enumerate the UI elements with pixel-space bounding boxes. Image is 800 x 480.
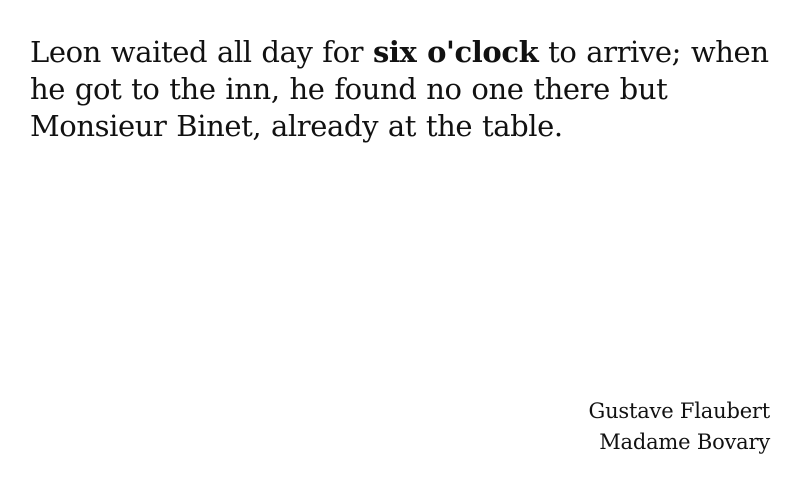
work-title: Madame Bovary <box>599 430 770 454</box>
author-name: Gustave Flaubert <box>588 399 770 423</box>
quote-text-before: Leon waited all day for <box>30 35 373 69</box>
attribution <box>589 396 770 458</box>
quote-emphasis: six o'clock <box>372 35 539 69</box>
quote-text <box>30 34 770 145</box>
quote-text-after: to arrive; when he got to the inn, he found no one there but Monsieur Binet, already at the table. <box>30 35 769 143</box>
